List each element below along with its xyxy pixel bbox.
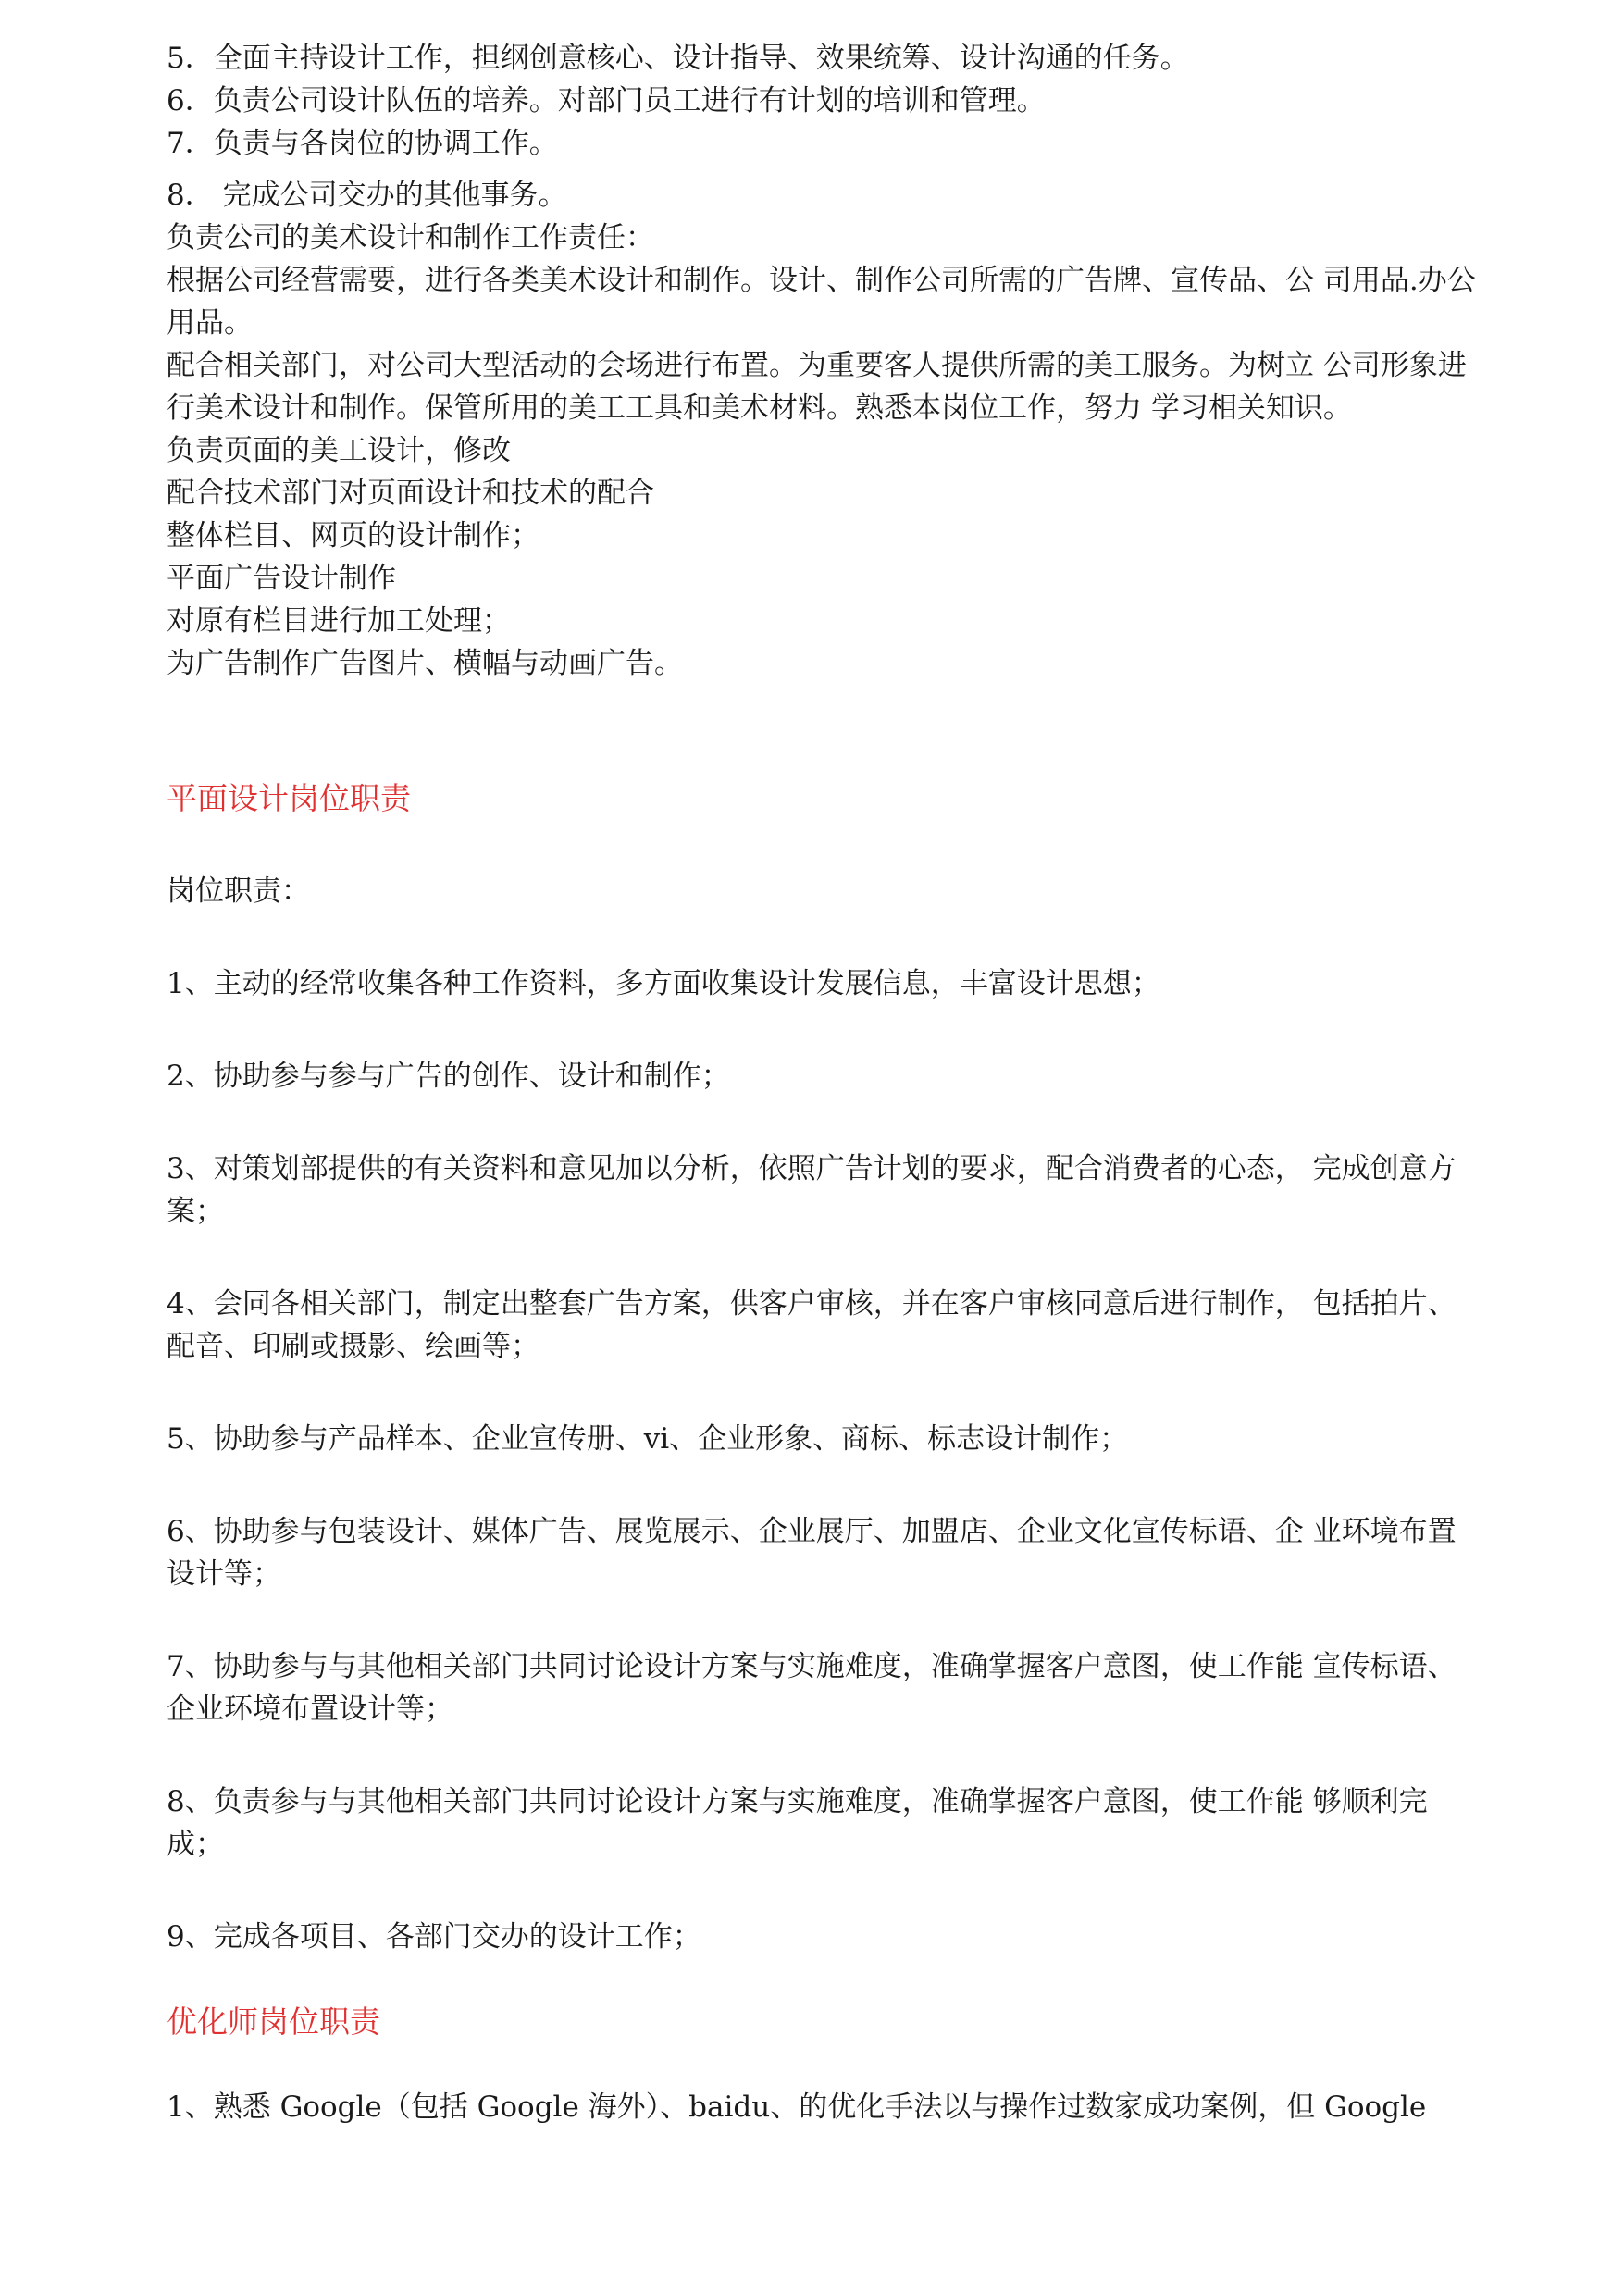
list-item: 1、主动的经常收集各种工作资料，多方面收集设计发展信息，丰富设计思想； [167, 967, 1160, 1000]
section-heading: 平面设计岗位职责 [167, 780, 411, 816]
list-item: 1、熟悉 Google（包括 Google 海外）、baidu、的优化手法以与操作过数家成功案例，但 Google [167, 2090, 1427, 2124]
document-page [167, 37, 1481, 2128]
list-item: 对原有栏目进行加工处理； [167, 604, 511, 638]
list-item: 平面广告设计制作 [167, 562, 396, 595]
section-subheading: 岗位职责： [167, 875, 310, 908]
list-item: 负责页面的美工设计，修改 [167, 434, 511, 467]
list-item: 7．负责与各岗位的协调工作。 [167, 127, 558, 160]
section-heading: 优化师岗位职责 [167, 2003, 380, 2040]
list-item: 4、会同各相关部门，制定出整套广告方案，供客户审核，并在客户审核同意后进行制作， 包括拍片、配音、印刷或摄影、绘画等； [167, 1287, 1457, 1363]
list-item: 整体栏目、网页的设计制作； [167, 519, 539, 552]
list-item: 7、协助参与与其他相关部门共同讨论设计方案与实施难度，准确掌握客户意图，使工作能 宣传标语、企业环境布置设计等； [167, 1650, 1457, 1726]
list-item: 5．全面主持设计工作，担纲创意核心、设计指导、效果统筹、设计沟通的任务。 [167, 42, 1189, 75]
list-item: 5、协助参与产品样本、企业宣传册、vi、企业形象、商标、标志设计制作； [167, 1422, 1129, 1456]
list-item: 6、协助参与包装设计、媒体广告、展览展示、企业展厅、加盟店、企业文化宣传标语、企 业环境布置设计等； [167, 1515, 1457, 1591]
list-item: 为广告制作广告图片、横幅与动画广告。 [167, 647, 683, 680]
list-item: 8、负责参与与其他相关部门共同讨论设计方案与实施难度，准确掌握客户意图，使工作能 够顺利完成； [167, 1785, 1428, 1861]
paragraph: 配合相关部门，对公司大型活动的会场进行布置。为重要客人提供所需的美工服务。为树立 公司形象进行美术设计和制作。保管所用的美工工具和美术材料。熟悉本岗位工作，努力 学习相关知识。 [167, 349, 1467, 425]
list-item: 9、完成各项目、各部门交办的设计工作； [167, 1920, 701, 1954]
list-item: 3、对策划部提供的有关资料和意见加以分析，依照广告计划的要求，配合消费者的心态， 完成创意方案； [167, 1152, 1457, 1228]
list-item: 2、协助参与参与广告的创作、设计和制作； [167, 1060, 730, 1093]
paragraph: 根据公司经营需要，进行各类美术设计和制作。设计、制作公司所需的广告牌、宣传品、公 司用品.办公用品。 [167, 264, 1476, 340]
paragraph-title: 负责公司的美术设计和制作工作责任： [167, 221, 654, 254]
list-item: 8． 完成公司交办的其他事务。 [167, 179, 567, 212]
list-item: 6．负责公司设计队伍的培养。对部门员工进行有计划的培训和管理。 [167, 84, 1046, 118]
list-item: 配合技术部门对页面设计和技术的配合 [167, 477, 654, 510]
